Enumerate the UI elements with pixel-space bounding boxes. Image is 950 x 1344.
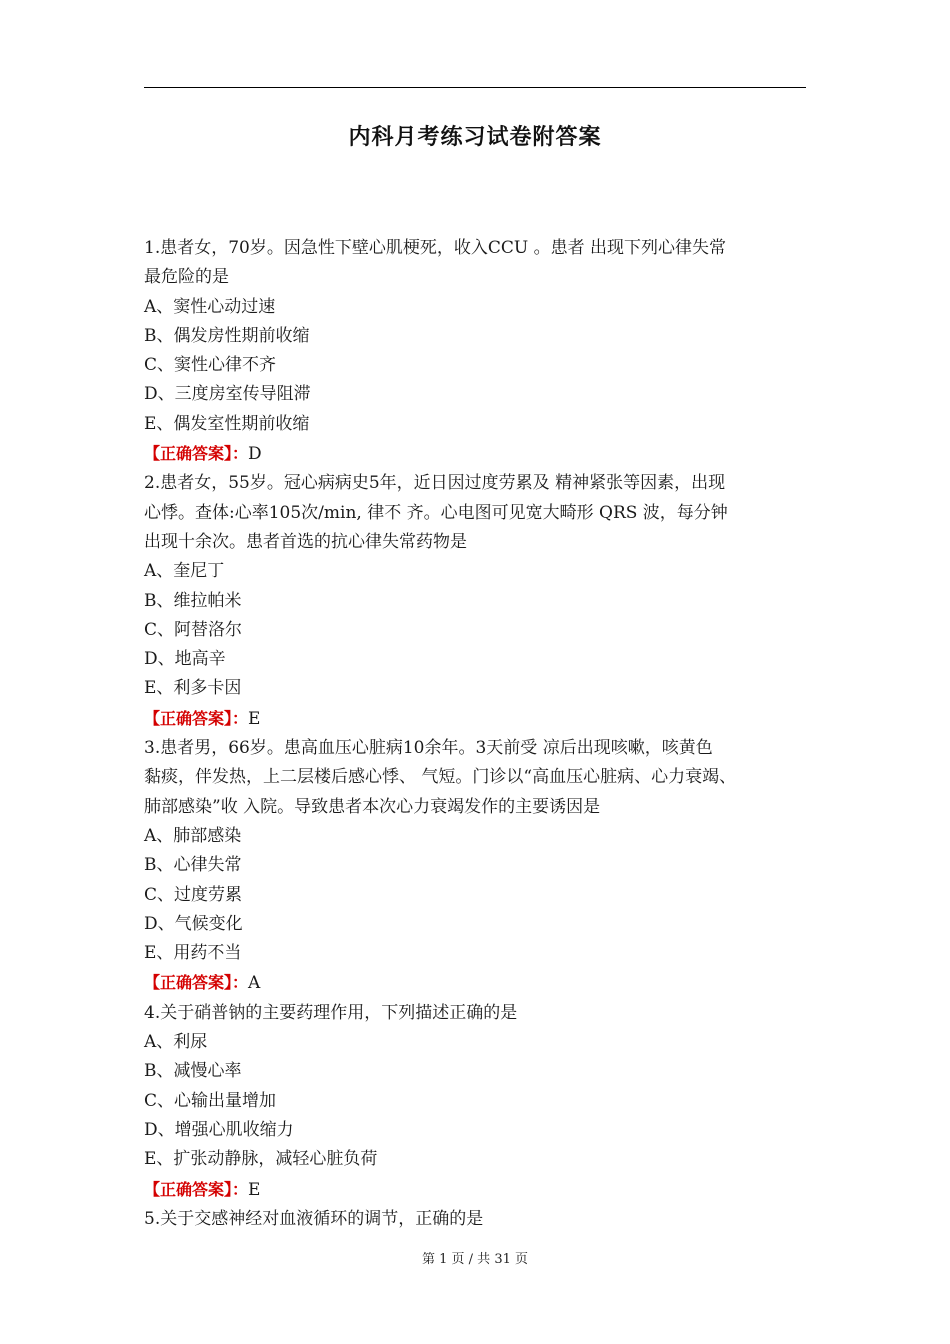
option-b: B、偶发房性期前收缩 (144, 325, 310, 346)
stem-line: 心悸。查体:心率105次/min, 律不 齐。心电图可见宽大畸形 QRS 波，每分钟 (144, 502, 728, 523)
stem-line: 4.关于硝普钠的主要药理作用，下列描述正确的是 (144, 1002, 518, 1023)
page-title: 内科月考练习试卷附答案 (348, 125, 602, 150)
option-e: E、用药不当 (144, 943, 242, 964)
option-e: E、扩张动静脉，减轻心脏负荷 (144, 1149, 378, 1170)
question-stem (144, 234, 816, 293)
question-2 (144, 469, 816, 734)
option-e: E、偶发室性期前收缩 (144, 413, 310, 434)
option-c: C、过度劳累 (144, 884, 243, 905)
option-a: A、窦性心动过速 (144, 296, 276, 317)
question-list (144, 234, 816, 1234)
correct-answer (144, 439, 816, 469)
answer-label: 【正确答案】： (144, 973, 249, 993)
correct-answer (144, 968, 816, 998)
answer-value: D (248, 444, 262, 465)
option-b: B、减慢心率 (144, 1061, 242, 1082)
stem-line: 肺部感染”收 入院。导致患者本次心力衰竭发作的主要诱因是 (144, 796, 601, 817)
question-stem (144, 1205, 816, 1234)
answer-value: A (248, 973, 261, 994)
option-c: C、心输出量增加 (144, 1090, 277, 1111)
option-b: B、维拉帕米 (144, 590, 242, 611)
option-a: A、奎尼丁 (144, 561, 225, 582)
question-4 (144, 999, 816, 1205)
stem-line: 2.患者女，55岁。冠心病病史5年，近日因过度劳累及 精神紧张等因素，出现 (144, 473, 726, 494)
option-e: E、利多卡因 (144, 678, 242, 699)
answer-label: 【正确答案】： (144, 1179, 249, 1199)
question-5 (144, 1205, 816, 1234)
question-stem (144, 469, 816, 557)
option-a: A、肺部感染 (144, 825, 242, 846)
correct-answer (144, 704, 816, 734)
option-c: C、窦性心律不齐 (144, 355, 277, 376)
stem-line: 出现十余次。患者首选的抗心律失常药物是 (144, 531, 467, 552)
answer-value: E (248, 1179, 261, 1200)
stem-line: 黏痰，伴发热，上二层楼后感心悸、 气短。门诊以“高血压心脏病、心力衰竭、 (144, 767, 737, 788)
stem-line: 3.患者男，66岁。患高血压心脏病10余年。3天前受 凉后出现咳嗽，咳黄色 (144, 738, 713, 759)
stem-line: 1.患者女，70岁。因急性下壁心肌梗死，收入CCU 。患者 出现下列心律失常 (144, 238, 726, 258)
option-d: D、增强心肌收缩力 (144, 1119, 294, 1140)
option-d: D、三度房室传导阻滞 (144, 384, 311, 405)
option-d: D、地高辛 (144, 649, 226, 670)
question-1 (144, 234, 816, 469)
correct-answer (144, 1175, 816, 1205)
page-footer: 第 1 页 / 共 31 页 (422, 1252, 528, 1267)
header-rule (144, 87, 806, 88)
question-stem (144, 999, 816, 1028)
answer-label: 【正确答案】： (144, 708, 249, 728)
question-stem (144, 734, 816, 822)
question-3 (144, 734, 816, 999)
answer-value: E (248, 708, 261, 729)
stem-line: 5.关于交感神经对血液循环的调节，正确的是 (144, 1208, 484, 1229)
answer-label: 【正确答案】： (144, 444, 249, 464)
option-b: B、心律失常 (144, 855, 242, 876)
option-d: D、气候变化 (144, 913, 243, 934)
option-c: C、阿替洛尔 (144, 619, 243, 640)
stem-line: 最危险的是 (144, 267, 229, 288)
option-a: A、利尿 (144, 1032, 208, 1053)
